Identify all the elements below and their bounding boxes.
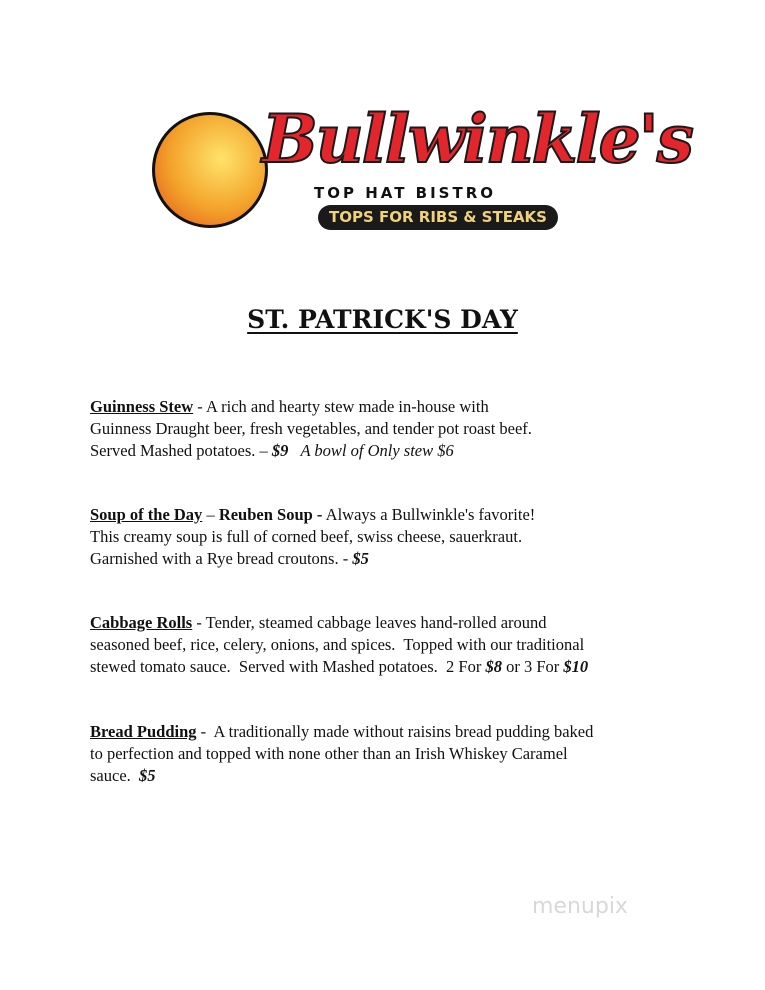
item-price: $9 bbox=[271, 441, 289, 460]
item-name: Soup of the Day bbox=[90, 505, 203, 524]
separator: – bbox=[202, 505, 219, 524]
item-price-2: $10 bbox=[563, 657, 589, 676]
item-price: $8 bbox=[485, 657, 502, 676]
item-price: $5 bbox=[352, 549, 369, 568]
item-desc: Garnished with a Rye bread croutons. - bbox=[90, 549, 353, 568]
item-desc: to perfection and topped with none other than an Irish Whiskey Caramel bbox=[90, 744, 568, 763]
item-desc: - Tender, steamed cabbage leaves hand-rolled around bbox=[192, 613, 547, 632]
item-desc: - A traditionally made without raisins bread pudding baked bbox=[196, 722, 594, 741]
page-title: ST. PATRICK'S DAY bbox=[247, 305, 518, 334]
soup-name: Reuben Soup - bbox=[218, 505, 323, 524]
restaurant-logo bbox=[142, 92, 692, 238]
item-price: $5 bbox=[139, 766, 156, 785]
item-desc: or 3 For bbox=[501, 657, 564, 676]
item-name: Guinness Stew bbox=[90, 397, 194, 416]
logo-tagline: TOPS FOR RIBS & STEAKS bbox=[318, 205, 558, 230]
item-extra: A bowl of Only stew $6 bbox=[288, 441, 454, 460]
item-desc: Guinness Draught beer, fresh vegetables, and tender pot roast beef. bbox=[90, 419, 532, 438]
moose-emblem bbox=[152, 112, 268, 228]
item-desc: seasoned beef, rice, celery, onions, and spices. Topped with our traditional bbox=[90, 635, 585, 654]
watermark: menupix bbox=[532, 894, 628, 919]
item-name: Bread Pudding bbox=[90, 722, 197, 741]
item-desc: sauce. bbox=[90, 766, 140, 785]
item-desc: Always a Bullwinkle's favorite! bbox=[322, 505, 536, 524]
menu-item-cabbage-rolls bbox=[90, 612, 588, 678]
item-name: Cabbage Rolls bbox=[90, 613, 193, 632]
menu-item-guinness-stew bbox=[90, 396, 532, 462]
item-desc: stewed tomato sauce. Served with Mashed potatoes. 2 For bbox=[90, 657, 486, 676]
menu-item-bread-pudding bbox=[90, 721, 593, 787]
item-desc: Served Mashed potatoes. – bbox=[90, 441, 272, 460]
menu-item-soup bbox=[90, 504, 535, 570]
item-desc: - A rich and hearty stew made in-house with bbox=[193, 397, 489, 416]
item-desc: This creamy soup is full of corned beef, swiss cheese, sauerkraut. bbox=[90, 527, 523, 546]
logo-name: Bullwinkle's bbox=[262, 100, 692, 178]
logo-subtitle: TOP HAT BISTRO bbox=[314, 184, 497, 202]
